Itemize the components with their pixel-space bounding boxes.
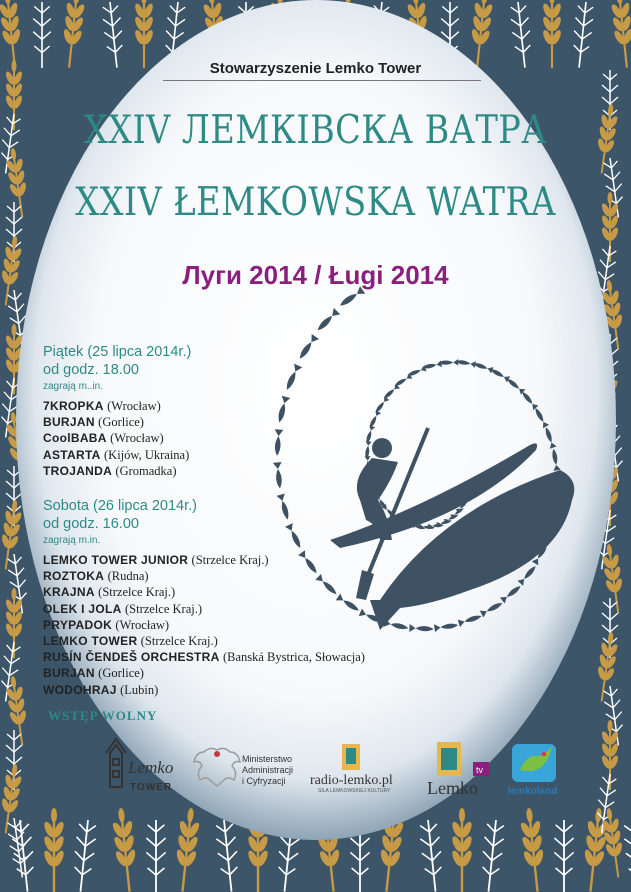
band-name: CoolBABA — [43, 431, 107, 446]
band-name: BURJAN — [43, 415, 95, 430]
lemko-tv-logo-text: Lemko — [427, 778, 478, 798]
band-item — [43, 649, 365, 665]
event-place: Луги 2014 / Ługi 2014 — [182, 260, 449, 290]
lemko-tv-badge: tv — [476, 765, 484, 775]
band-name: TROJANDA — [43, 463, 113, 478]
lemkoland-logo — [506, 740, 566, 798]
friday-band-list — [43, 398, 189, 479]
band-item — [43, 665, 365, 681]
band-origin: (Wrocław) — [115, 617, 170, 632]
band-origin: (Gorlice) — [98, 415, 144, 430]
band-name: LEMKO TOWER JUNIOR — [43, 553, 189, 567]
band-name: RUSÍN ČENDEŠ ORCHESTRA — [43, 650, 220, 665]
saturday-time: od godz. 16.00 — [43, 516, 139, 532]
band-item — [43, 552, 365, 568]
radio-lemko-logo — [306, 742, 406, 794]
band-name: ASTARTA — [43, 447, 101, 462]
band-item — [43, 568, 365, 584]
band-item — [43, 430, 189, 446]
band-origin: (Strzelce Kraj.) — [140, 634, 218, 649]
band-origin: (Strzelce Kraj.) — [191, 553, 269, 567]
band-item — [43, 447, 189, 463]
title-ukrainian: XXIV ЛЕМКІВСКА ВАТРА — [83, 108, 548, 153]
band-origin: (Rudna) — [107, 569, 149, 584]
lemko-tower-logo-sub: TOWER — [130, 782, 173, 793]
band-origin: (Wrocław) — [110, 431, 164, 446]
saturday-date: Sobota (26 lipca 2014r.) — [43, 498, 197, 514]
ministry-line-3: i Cyfryzacji — [242, 776, 286, 786]
band-item — [43, 617, 365, 633]
ministry-line-1: Ministerstwo — [242, 754, 293, 764]
band-name: ROZTOKA — [43, 569, 105, 584]
lemkoland-logo-text: lemkoland — [508, 786, 558, 797]
band-item — [43, 463, 189, 479]
ministry-logo-text — [242, 754, 293, 787]
friday-time: od godz. 18.00 — [43, 362, 139, 378]
band-item — [43, 633, 365, 649]
band-item — [43, 682, 365, 698]
eagle-emblem-icon — [190, 742, 245, 792]
band-item — [43, 584, 365, 600]
band-name: BURJAN — [43, 666, 95, 681]
band-item — [43, 601, 365, 617]
band-origin: (Gromadka) — [115, 463, 177, 478]
saturday-note: zagrają m.in. — [43, 535, 101, 546]
radio-lemko-logo-text: radio-lemko.pl — [310, 773, 393, 788]
organizer-name: Stowarzyszenie Lemko Tower — [209, 60, 422, 77]
band-name: WODOHRAJ — [43, 682, 117, 697]
band-origin: (Strzelce Kraj.) — [124, 601, 203, 616]
band-item — [43, 414, 189, 430]
band-name: 7KROPKA — [43, 399, 104, 413]
title-polish: XXIV ŁEMKOWSKA WATRA — [75, 180, 556, 225]
free-entry-label: WSTĘP WOLNY — [48, 708, 158, 723]
band-name: PRYPADOK — [43, 617, 113, 632]
band-name: KRAJNA — [43, 585, 95, 600]
band-origin: (Kijów, Ukraina) — [104, 447, 190, 462]
band-name: OLEK I JOLA — [43, 601, 122, 616]
radio-lemko-logo-sub: SILA LEMKOWSKIEJ KULTURY — [318, 788, 391, 794]
band-origin: (Wrocław) — [107, 399, 161, 413]
ministry-line-2: Administracji — [242, 765, 294, 775]
saturday-band-list — [43, 552, 365, 698]
band-item — [43, 398, 189, 414]
lemko-tower-logo-text: Lemko — [128, 758, 174, 777]
lemko-tv-logo — [423, 740, 498, 798]
friday-date: Piątek (25 lipca 2014r.) — [43, 344, 192, 360]
band-origin: (Lubin) — [120, 682, 159, 697]
band-name: LEMKO TOWER — [43, 634, 138, 649]
band-origin: (Banská Bystrica, Słowacja) — [222, 650, 365, 665]
lemko-tower-logo — [100, 735, 180, 795]
friday-note: zagrają m..in. — [43, 381, 104, 392]
band-origin: (Gorlice) — [98, 666, 144, 681]
organizer-divider — [163, 80, 481, 81]
band-origin: (Strzelce Kraj.) — [98, 585, 176, 600]
